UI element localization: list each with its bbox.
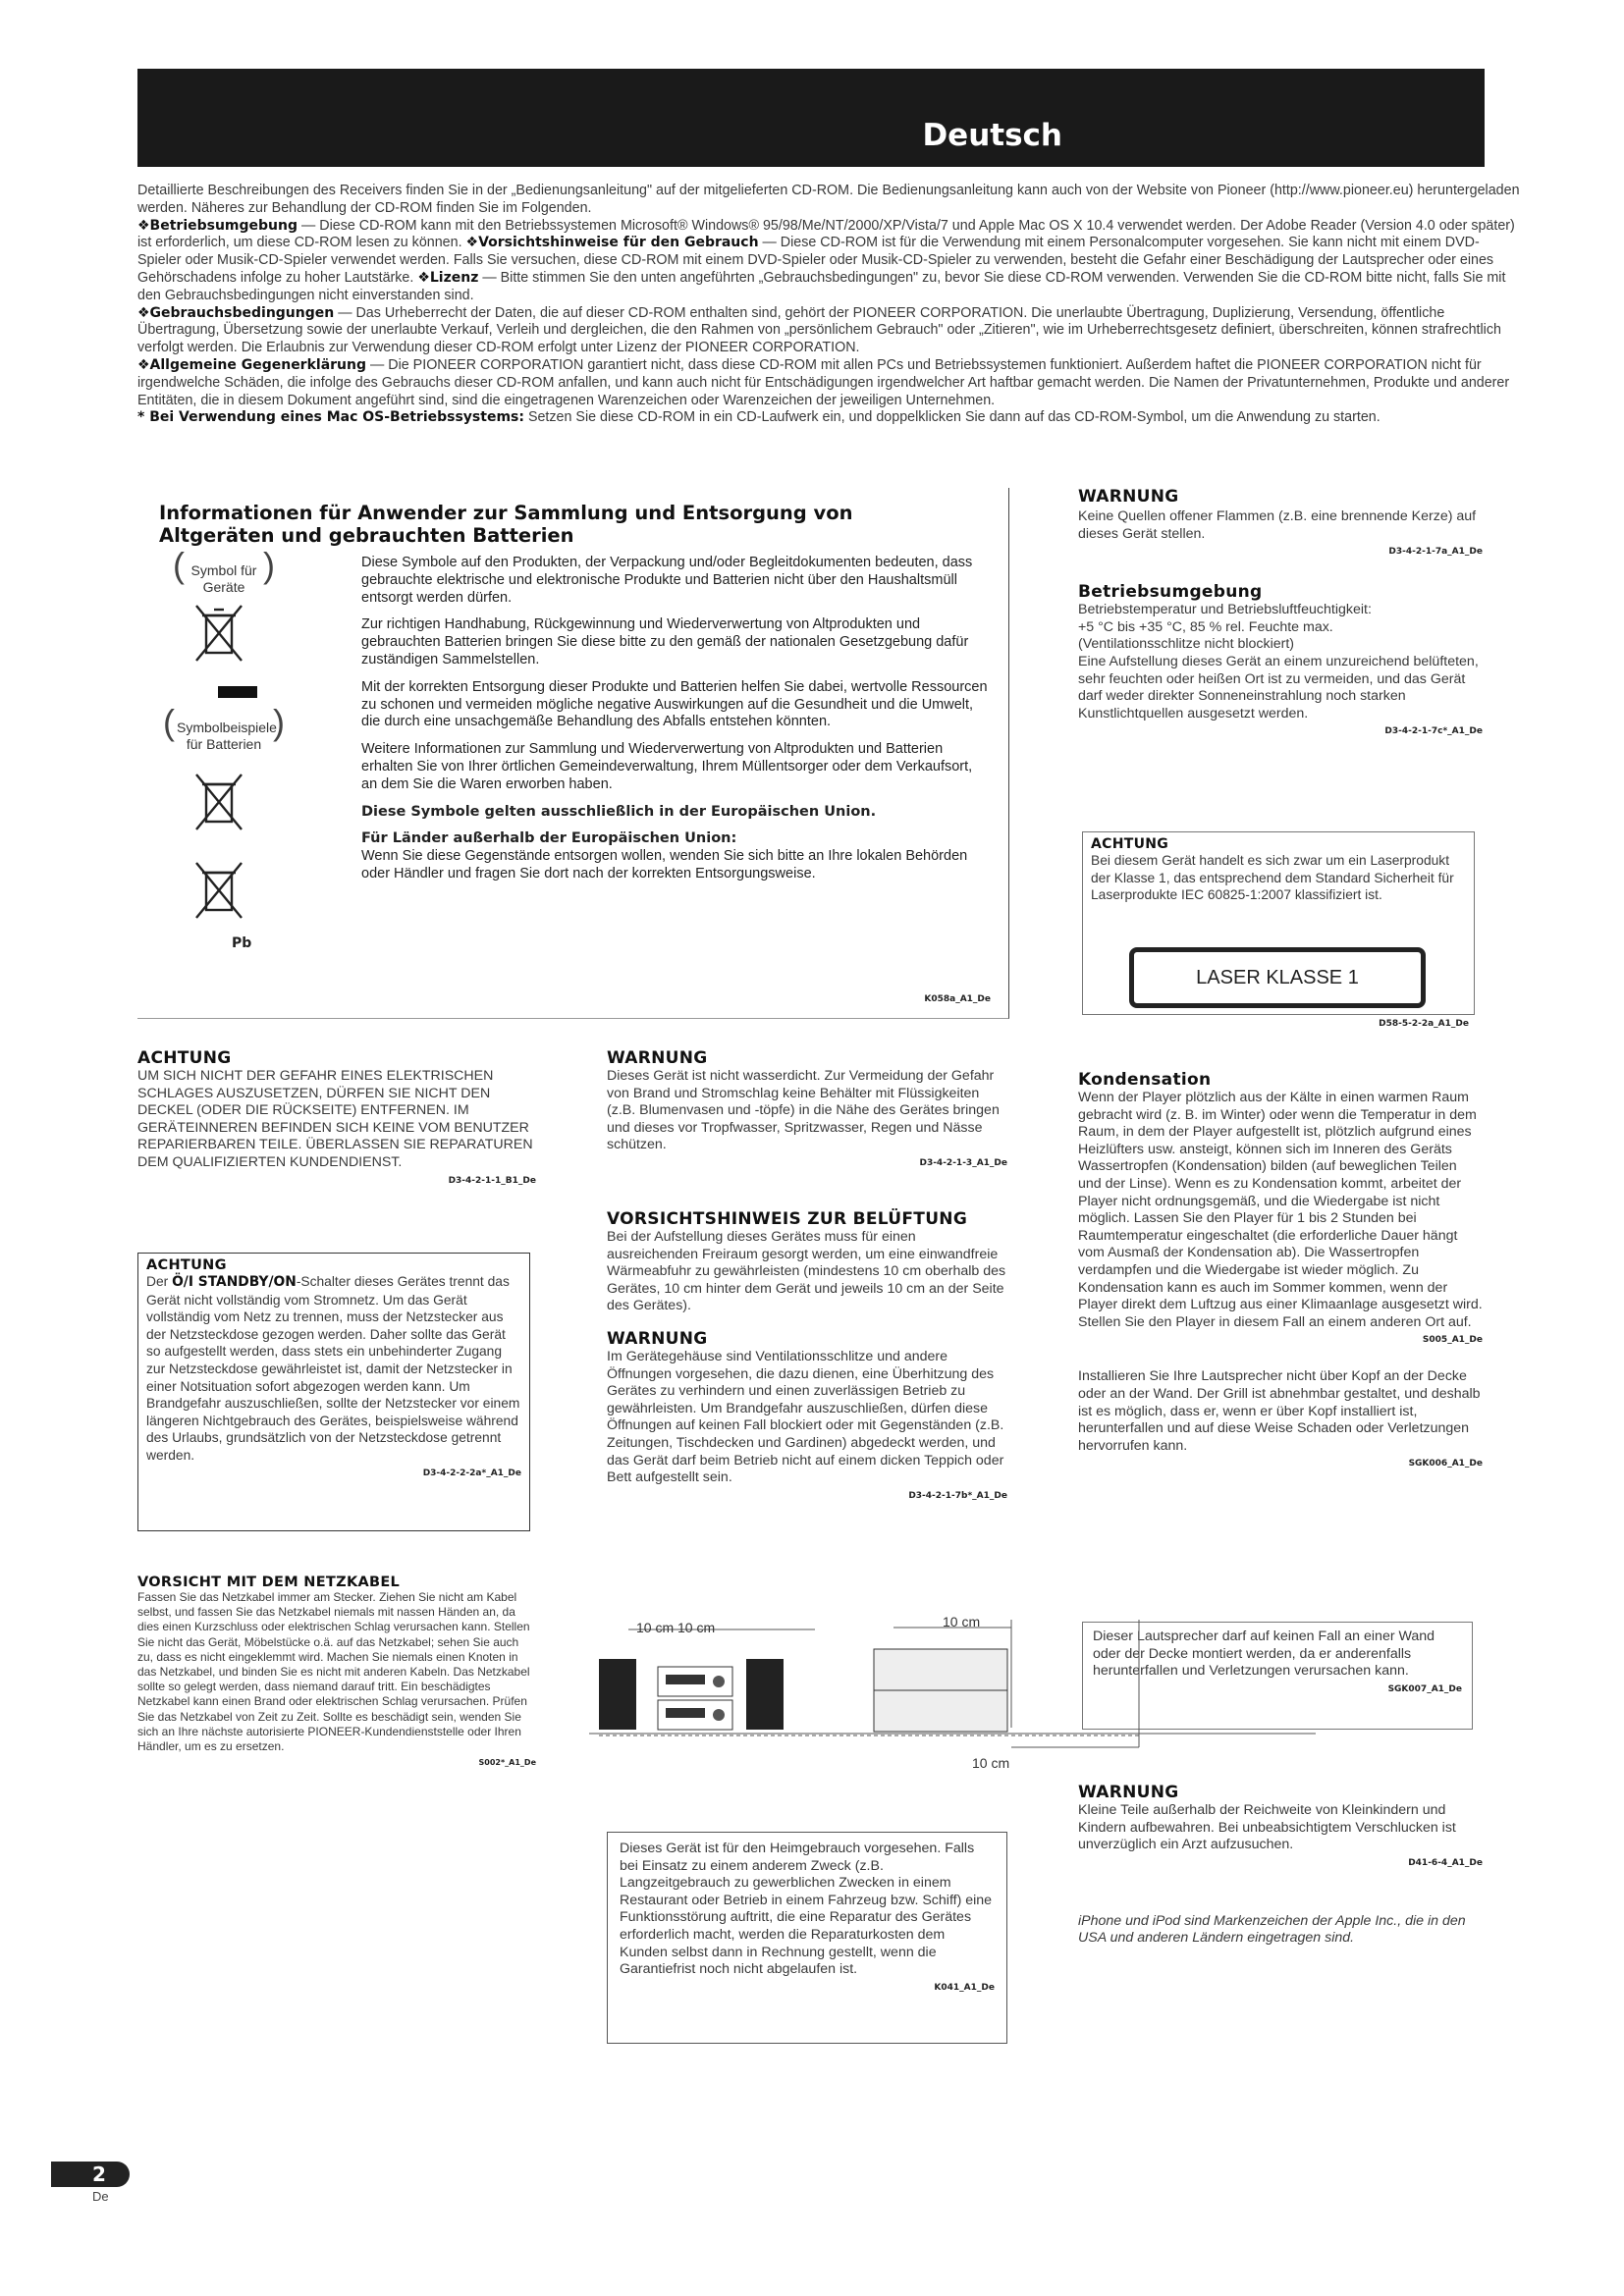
right-column-bottom (1078, 1070, 1483, 1468)
weee-non-eu-heading: Für Länder außerhalb der Europäischen Union: (361, 830, 737, 847)
env-text-1: Betriebstemperatur und Betriebsluftfeuchtigkeit: (1078, 602, 1372, 618)
standby-box (137, 1253, 530, 1531)
pb-label: Pb (232, 935, 252, 951)
speaker-mount-code: SGK007_A1_De (1387, 1683, 1462, 1694)
crossed-bin-pb-icon (177, 861, 261, 922)
intro-body-2 (137, 305, 1522, 357)
small-parts-title: WARNUNG (1078, 1783, 1179, 1802)
clearance-diagram (589, 1610, 1316, 1787)
speaker-mount-text: Dieser Lautsprecher darf auf keinen Fall an einer Wand oder der Decke montiert werden, da er anderenfalls herunterfallen und Verletzungen verursachen kann. (1093, 1629, 1435, 1680)
water-warning-text: Dieses Gerät ist nicht wasserdicht. Zur Vermeidung der Gefahr von Brand und Stromschlag keine Behälter mit Flüssigkeiten (z.B. Blumenvasen und -töpfe) in die Nähe des Gerätes bringen und dieses vor Tropfwasser, Spritzwasser, Regen und Nässe schützen. (607, 1068, 1000, 1153)
heading-vorsicht: ❖Vorsichtshinweise für den Gebrauch (465, 235, 759, 251)
laser-class-label: LASER KLASSE 1 (1129, 947, 1426, 1008)
text-vorsicht: — Diese CD-ROM ist für die Verwendung mit einem Personalcomputer vorgesehen. Sie kann nicht mit einem DVD-Spieler oder Musik-CD-Spieler verwendet werden. Falls Sie versuchen, diese CD-ROM mit einem DVD-Spieler oder Musik-CD-Spieler zu verwenden, besteht die Gefahr einer Beschädigung der Lautsprecher oder eines Gehörschadens infolge zu hoher Lautstärke. (137, 235, 1494, 286)
page-number: 2 (92, 2163, 106, 2186)
weee-p3: Mit der korrekten Entsorgung dieser Produkte und Batterien helfen Sie dabei, wertvolle Ressourcen zu schonen und vermeiden mögliche negative Auswirkungen auf die Gesundheit und die Umwelt, die durch eine unsachgemäße Behandlung des Abfalls entstehen könnten. (361, 678, 988, 730)
intro-body (137, 218, 1522, 305)
weee-p4: Weitere Informationen zur Sammlung und Wiederverwertung von Altprodukten und Batterien erhalten Sie von Ihrer örtlichen Gemeindeverwaltung, Ihrem Müllentsorger oder dem Verkaufsort, an dem Sie die Waren erworben haben. (361, 741, 973, 792)
cable-code: S002*_A1_De (478, 1758, 536, 1768)
heading-gegenerklaerung: ❖Allgemeine Gegenerklärung (137, 356, 367, 373)
right-speaker (746, 1659, 784, 1730)
left-speaker (599, 1659, 636, 1730)
standby-pre: Der (146, 1274, 173, 1289)
right-column-warn2 (1078, 1783, 1483, 1948)
cable-section (137, 1575, 536, 1767)
intro-paragraph: Detaillierte Beschreibungen des Receivers finden Sie in der „Bedienungsanleitung" auf der mitgelieferten CD-ROM. Die Bedienungsanleitung kann auch von der Website von Pioneer (http://www.pioneer.eu) heruntergeladen werden. Näheres zur Behandlung der CD-ROM finden Sie im Folgenden. (137, 183, 1520, 216)
weee-p7: Wenn Sie diese Gegenstände entsorgen wollen, wenden Sie sich bitte an Ihre lokalen Behörden oder Händler und fragen Sie dort nach der korrekten Entsorgungsweise. (361, 848, 968, 881)
text-lizenz: — Bitte stimmen Sie den unten angeführten „Gebrauchsbedingungen" zu, bevor Sie diese CD-ROM verwenden. Verwenden Sie die CD-ROM bitte nicht, falls Sie mit den Gebrauchsbedingungen nicht einverstanden sind. (137, 269, 1506, 303)
vent-warning-title: WARNUNG (607, 1328, 708, 1349)
text-betriebsumgebung: — Diese CD-ROM kann mit den Betriebssystemen Microsoft® Windows® 95/98/Me/NT/2000/XP/Vista/7 und Apple Mac OS X 10.4 verwendet werden. Der Adobe Reader (Version 4.0 oder später) ist erforderlich, um diese CD-ROM lesen zu können. (137, 217, 1515, 251)
cable-title: VORSICHT MIT DEM NETZKABEL (137, 1575, 401, 1590)
home-use-box (607, 1832, 1007, 2044)
ventilation-text: Bei der Aufstellung dieses Gerätes muss für einen ausreichenden Freiraum gesorgt werden, um eine einwandfreie Wärmeabfuhr zu gewährleisten (mindestens 10 cm oberhalb des Gerätes, 10 cm hinter dem Gerät und jeweils 10 cm an der Seite des Gerätes). (607, 1228, 1006, 1314)
weee-info-box (137, 488, 1009, 1019)
dim-label-top-right: 10 cm (943, 1614, 981, 1629)
weee-title: Informationen für Anwender zur Sammlung und Entsorgung von Altgeräten und gebrauchten Batterien (159, 502, 853, 547)
language-banner (137, 69, 1485, 167)
heading-gebrauch: ❖Gebrauchsbedingungen (137, 304, 335, 321)
env-title: Betriebsumgebung (1078, 582, 1263, 603)
left-column (137, 1048, 536, 1186)
kondensation-text: Wenn der Player plötzlich aus der Kälte in einen warmen Raum gebracht wird (z. B. im Winter) oder wenn die Temperatur in dem Raum, in dem der Player aufgestellt ist, plötzlich aufgrund eines Heizlüfters usw. ansteigt, können sich im Inneren des Geräts Wassertropfen (Kondensation) bilden (auf beweglichen Teilen und der Linse). Wenn es zu Kondensation kommt, arbeitet der Player nicht ordnungsgemäß, und die Wiedergabe ist nicht möglich. Lassen Sie den Player für 1 bis 2 Stunden bei Raumtemperatur eingeschaltet (die erforderliche Dauer hängt vom Ausmaß der Kondensation ab). Die Wassertropfen verdampfen und die Wiedergabe ist wieder möglich. Zu Kondensation kann es auch im Sommer kommen, wenn der Player direkt dem Luftzug aus einer Klimaanlage ausgesetzt wird. Stellen Sie den Player in diesem Fall an einem anderen Ort auf. (1078, 1090, 1483, 1330)
kondensation-code: S005_A1_De (1422, 1335, 1483, 1346)
page-language: De (92, 2189, 109, 2204)
weee-p5 (361, 804, 990, 822)
home-use-inner (608, 1833, 1006, 2001)
standby-code: D3-4-2-2-2a*_A1_De (422, 1468, 521, 1478)
warning-flame-title: WARNUNG (1078, 487, 1179, 507)
ventilation-title: VORSICHTSHINWEIS ZUR BELÜFTUNG (607, 1208, 968, 1229)
cable-text: Fassen Sie das Netzkabel immer am Stecker. Ziehen Sie nicht am Kabel selbst, und fassen Sie das Netzkabel niemals mit nassen Händen an, da dies einen Kurzschluss oder elektrischen Schlag verursachen kann. Stellen Sie nicht das Gerät, Möbelstücke o.ä. auf das Netzkabel; sehen Sie auch zu, dass es nicht eingeklemmt wird. Machen Sie niemals einen Knoten in das Netzkabel, und binden Sie es nicht mit anderen Kabeln. Das Netzkabel sollte so gelegt werden, dass niemand darauf tritt. Ein beschädigtes Netzkabel kann einen Brand oder elektrischen Schlag verursachen. Prüfen Sie das Netzkabel von Zeit zu Zeit. Sollte es beschädigt sein, wenden Sie sich an Ihre nächste autorisierte PIONEER-Kundendienststelle oder Ihren Händler, um es zu ersetzen. (137, 1590, 530, 1754)
label-symbol-batterien: ( Symbolbeispiele für Batterien ) (177, 720, 271, 753)
laser-code: D58-5-2-2a_A1_De (1379, 1019, 1469, 1029)
water-warning-code: D3-4-2-1-3_A1_De (919, 1157, 1007, 1168)
label-symbol-geraete: ( Symbol für Geräte ) (187, 562, 261, 596)
home-use-text: Dieses Gerät ist für den Heimgebrauch vorgesehen. Falls bei Einsatz zu einem anderem Zweck (z.B. Langzeitgebrauch zu gewerblichen Zwecken in einem Restaurant oder Betrieb in einem Fahrzeug bzw. Schiff) eine Funktionsstörung auftritt, die eine Reparatur des Gerätes erforderlich macht, werden die Reparaturkosten dem Kunden selbst dann in Rechnung gestellt, wenn die Garantiefrist noch nicht abgelaufen ist. (620, 1841, 993, 1978)
kondensation-title: Kondensation (1078, 1070, 1212, 1090)
standby-text (146, 1273, 521, 1465)
intro-text (137, 183, 1522, 427)
weee-p1: Diese Symbole auf den Produkten, der Verpackung und/oder Begleitdokumenten bedeuten, dass gebrauchte elektrische und elektronische Produkte und Batterien nicht über den Haushaltsmüll entsorgt werden dürfen. (361, 555, 973, 606)
middle-column (607, 1048, 1007, 1501)
env-text-4: Eine Aufstellung dieses Gerät an einem unzureichend belüfteten, sehr feuchten oder heißen Ort ist zu vermeiden, und das Gerät darf weder direkter Sonneneinstrahlung noch starken Kunstlichtquellen ausgesetzt werden. (1078, 653, 1479, 721)
heading-mac: * Bei Verwendung eines Mac OS-Betriebssystems: (137, 409, 524, 426)
small-parts-code: D41-6-4_A1_De (1408, 1857, 1483, 1868)
weee-p6 (361, 830, 990, 848)
heading-lizenz: ❖Lizenz (417, 269, 479, 286)
weee-code: K058a_A1_De (924, 994, 991, 1004)
speaker-text: Installieren Sie Ihre Lautsprecher nicht über Kopf an der Decke oder an der Wand. Der Grill ist abnehmbar gestaltet, und deshalb ist es möglich, dass er, wenn er über Kopf installiert ist, herunterfallen und auf diese Weise Schaden oder Verletzungen hervorrufen kann. (1078, 1368, 1481, 1454)
water-warning-title: WARNUNG (607, 1048, 708, 1068)
env-text-3: (Ventilationsschlitze nicht blockiert) (1078, 636, 1295, 653)
dim-label-top-left: 10 cm 10 cm (636, 1620, 716, 1635)
standby-inner (138, 1254, 529, 1482)
text-mac: Setzen Sie diese CD-ROM in ein CD-Laufwerk ein, und doppelklicken Sie dann auf das CD-ROM-Symbol, um die Anwendung zu starten. (523, 409, 1380, 426)
weee-bar (218, 686, 257, 698)
weee-text (361, 555, 990, 893)
standby-title: ACHTUNG (146, 1257, 227, 1273)
dim-label-bottom: 10 cm (972, 1755, 1010, 1771)
achtung-title: ACHTUNG (137, 1048, 232, 1068)
weee-eu-note: Diese Symbole gelten ausschließlich in der Europäischen Union. (361, 803, 877, 820)
crossed-bin-battery-icon (177, 773, 261, 833)
warning-flame-text: Keine Quellen offener Flammen (z.B. eine brennende Kerze) auf dieses Gerät stellen. (1078, 508, 1477, 542)
laser-title: ACHTUNG (1091, 836, 1169, 852)
achtung-code: D3-4-2-1-1_B1_De (448, 1175, 536, 1186)
crossed-bin-icon (177, 604, 261, 665)
text-gebrauch: — Das Urheberrecht der Daten, die auf dieser CD-ROM enthalten sind, gehört der PIONEER CORPORATION. Die unerlaubte Übertragung, Duplizierung, Versendung, öffentliche Übertragung, Übersetzung sowie der unerlaubte Verkauf, Verleih und dergleichen, die den Rahmen von „persönlichem Gebrauch" oder „Zitieren", wie im Urheberrechtsgesetz definiert, überschreiten, können strafrechtlich verfolgt werden. Die Erlaubnis zur Verwendung dieser CD-ROM erfolgt unter Lizenz der PIONEER CORPORATION. (137, 304, 1501, 356)
home-use-code: K041_A1_De (934, 1982, 995, 1993)
warning-flame-code: D3-4-2-1-7a_A1_De (1388, 547, 1483, 558)
laser-text: Bei diesem Gerät handelt es sich zwar um ein Laserprodukt der Klasse 1, das entsprechend dem Standard Sicherheit für Laserprodukte IEC 60825-1:2007 klassifiziert ist. (1091, 853, 1454, 903)
env-text-2: +5 °C bis +35 °C, 85 % rel. Feuchte max. (1078, 618, 1333, 635)
achtung-text: UM SICH NICHT DER GEFAHR EINES ELEKTRISCHEN SCHLAGES AUSZUSETZEN, DÜRFEN SIE NICHT DEN DECKEL (ODER DIE RÜCKSEITE) ENTFERNEN. IM GERÄTEINNEREN BEFINDEN SICH KEINE VOM BENUTZER REPARIERBAREN TEILE. ÜBERLASSEN SIE REPARATUREN DEM QUALIFIZIERTEN KUNDENDIENST. (137, 1068, 533, 1170)
small-parts-text: Kleine Teile außerhalb der Reichweite von Kleinkindern und Kindern aufbewahren. Bei unbeabsichtigtem Verschlucken ist unverzüglich ein Arzt aufzusuchen. (1078, 1802, 1456, 1853)
standby-body: -Schalter dieses Gerätes trennt das Gerät nicht vollständig vom Stromnetz. Um das Gerät vollständig vom Netz zu trennen, muss der Netzstecker aus der Netzsteckdose gezogen werden. Daher sollte das Gerät so aufgestellt werden, dass stets ein unbehinderter Zugang zur Netzsteckdose gewährleistet ist, damit der Netzstecker in einer Notsituation sofort abgezogen werden kann. Um Brandgefahr auszuschließen, sollte der Netzstecker vor einem längeren Nichtgebrauch des Gerätes, beispielsweise während des Urlaubs, grundsätzlich von der Netzsteckdose getrennt werden. (146, 1274, 520, 1463)
heading-betriebsumgebung: ❖Betriebsumgebung (137, 217, 298, 234)
right-column-top (1078, 487, 1483, 736)
intro-body-3 (137, 357, 1522, 409)
standby-switch-name: Ö/I STANDBY/ON (172, 1274, 297, 1290)
page-number-badge (51, 2162, 130, 2187)
language-title: Deutsch (922, 118, 1062, 153)
vent-warning-code: D3-4-2-1-7b*_A1_De (908, 1490, 1007, 1501)
weee-p2: Zur richtigen Handhabung, Rückgewinnung und Wiederverwertung von Altprodukten und gebrauchten Batterien bringen Sie diese bitte zu den gemäß der nationalen Gesetzgebung dafür zuständigen Sammelstellen. (361, 616, 969, 667)
env-code: D3-4-2-1-7c*_A1_De (1384, 726, 1483, 737)
intro-body-4 (137, 409, 1522, 427)
text-gegenerklaerung: — Die PIONEER CORPORATION garantiert nicht, dass diese CD-ROM mit allen PCs und Betriebssystemen funktioniert. Außerdem haftet die PIONEER CORPORATION nicht für irgendwelche Schäden, die infolge des Gebrauchs dieser CD-ROM anfallen, und kann auch nicht für Entschädigungen irgendwelcher Art haftbar gemacht werden. Die Namen der Privatunternehmen, Produkte und anderer Entitäten, die in diesem Dokument angeführt sind, sind die eingetragenen Warenzeichen oder Warenzeichen der jeweiligen Unternehmen. (137, 356, 1510, 408)
vent-warning-text: Im Gerätegehäuse sind Ventilationsschlitze und andere Öffnungen vorgesehen, die dazu dienen, eine Überhitzung des Gerätes zu verhindern und einen zuverlässigen Betrieb zu gewährleisten. Um Brandgefahr auszuschließen, dürfen diese Öffnungen auf keinen Fall blockiert oder mit Gegenständen (z.B. Zeitungen, Tischdecken und Gardinen) abgedeckt werden, und das Gerät darf beim Betrieb nicht auf einem dicken Teppich oder Bett aufgestellt sein. (607, 1348, 1004, 1486)
speaker-code: SGK006_A1_De (1408, 1459, 1483, 1469)
laser-box-inner (1083, 832, 1474, 908)
trademark-text: iPhone und iPod sind Markenzeichen der Apple Inc., die in den USA und anderen Ländern eingetragen sind. (1078, 1912, 1466, 1947)
